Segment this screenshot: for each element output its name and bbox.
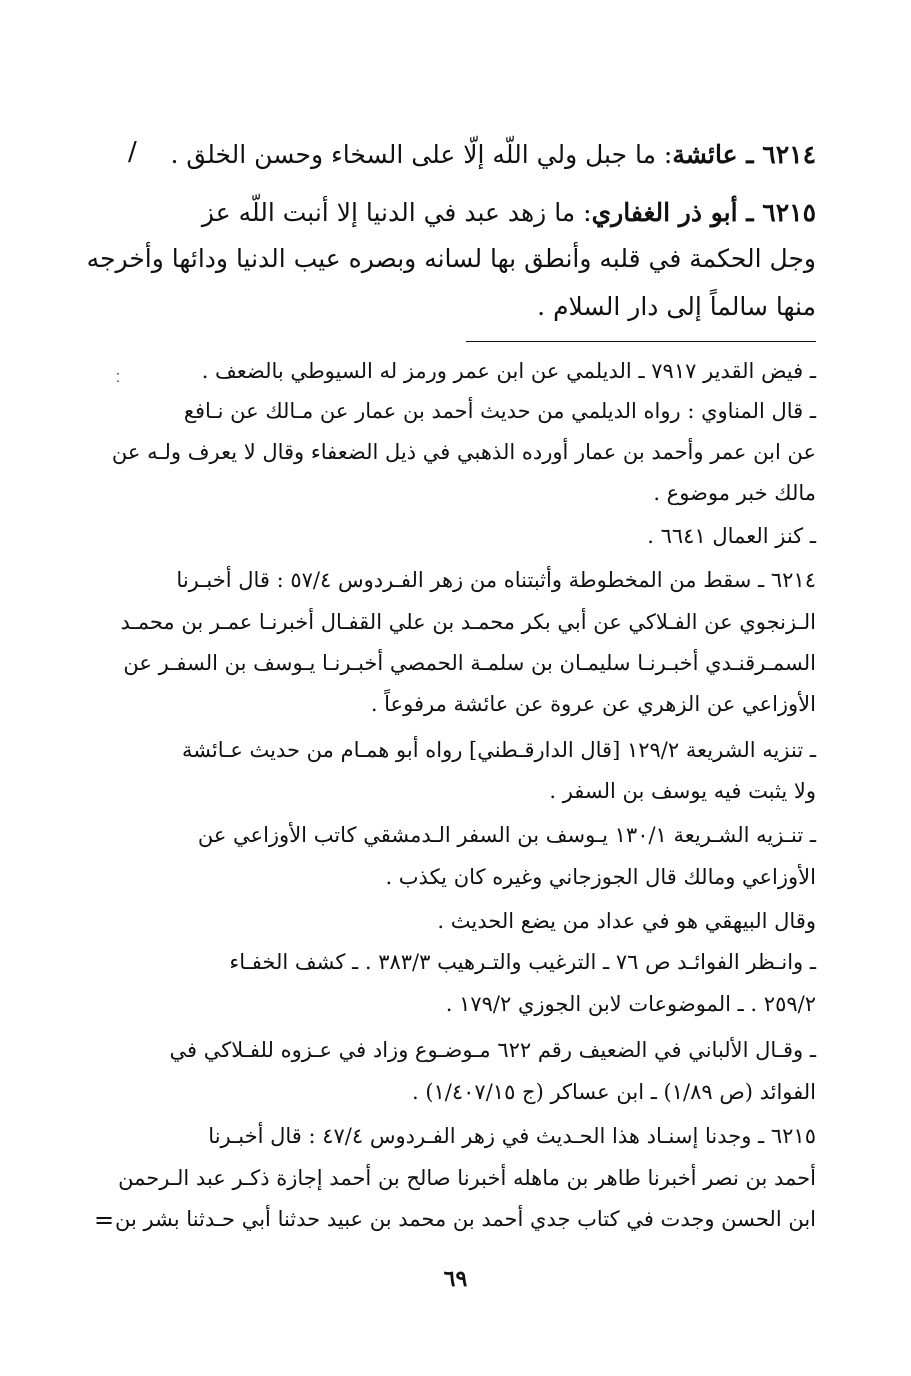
footnote-line-5: ـ كنز العمال ٦٦٤١ .	[647, 524, 816, 548]
footnote-line-8: السمـرقنـدي أخبـرنـا سليمـان بن سلمـة الحمصي أخبـرنـا يـوسف بن السفـر عن	[123, 651, 816, 675]
margin-dots-mark: ⁚	[116, 371, 120, 385]
footnote-line-16: ٢٥٩/٢ . ـ الموضوعات لابن الجوزي ١٧٩/٢ .	[445, 992, 816, 1016]
footnote-line-14: وقال البيهقي هو في عداد من يضع الحديث .	[437, 909, 816, 933]
footnote-line-9: الأوزاعي عن الزهري عن عروة عن عائشة مرفوعاً .	[370, 692, 816, 716]
footnote-line-18: الفوائد (ص ١/٨٩) ـ ابن عساكر (ج ١/٤٠٧/١٥) .	[411, 1080, 816, 1104]
footnote-line-15: ـ وانـظر الفوائـد ص ٧٦ ـ الترغيب والتـرهيب ٣٨٣/٣ . ـ كشف الخفـاء	[229, 950, 816, 974]
footnote-line-11: ولا يثبت فيه يوسف بن السفر .	[549, 779, 816, 803]
entry-number-6214: ٦٢١٤ ـ عائشة	[672, 140, 816, 169]
footnote-line-19: ٦٢١٥ ـ وجدنا إسنـاد هذا الحـديث في زهر الفـردوس ٤٧/٤ : قال أخبـرنا	[208, 1124, 816, 1148]
footnote-line-7: الـزنجوي عن الفـلاكي عن أبي بكر محمـد بن علي القفـال أخبرنـا عمـر بن محمـد	[120, 610, 816, 634]
entry-text-6214: : ما جبل ولي اللّه إلّا على السخاء وحسن الخلق .	[170, 140, 673, 169]
footnote-separator	[466, 341, 816, 342]
footnote-line-17: ـ وقـال الألباني في الضعيف رقم ٦٢٢ مـوضـوع وزاد في عـزوه للفـلاكي في	[169, 1038, 816, 1062]
footnote-line-3: عن ابن عمر وأحمد بن عمار أورده الذهبي في ذيل الضعفاء وقال لا يعرف ولـه عن	[111, 440, 816, 464]
entry-text-6215-part-1: : ما زهد عبد في الدنيا إلا أنبت اللّه عز	[201, 198, 592, 227]
hadith-entry-6214	[171, 142, 817, 167]
footnote-line-20: أحمد بن نصر أخبرنا طاهر بن ماهله أخبرنا صالح بن أحمد إجازة ذكـر عبد الـرحمن	[118, 1166, 816, 1190]
footnote-line-6: ٦٢١٤ ـ سقط من المخطوطة وأثبتناه من زهر الفـردوس ٥٧/٤ : قال أخبـرنا	[176, 568, 816, 592]
footnote-line-13: الأوزاعي ومالك قال الجوزجاني وغيره كان يكذب .	[385, 865, 816, 889]
footnote-line-1: ـ فيض القدير ٧٩١٧ ـ الديلمي عن ابن عمر ورمز له السيوطي بالضعف .	[201, 359, 816, 383]
hadith-entry-6215-line-1	[202, 200, 816, 225]
footnote-line-4: مالك خبر موضوع .	[653, 481, 816, 505]
footnote-line-12: ـ تنـزيه الشـريعة ١٣٠/١ يـوسف بن السفر الـدمشقي كاتب الأوزاعي عن	[197, 823, 816, 847]
margin-slash-mark: /	[128, 137, 137, 167]
hadith-entry-6215-line-2: وجل الحكمة في قلبه وأنطق بها لسانه وبصره عيب الدنيا ودائها وأخرجه	[86, 244, 816, 273]
entry-number-6215: ٦٢١٥ ـ أبو ذر الغفاري	[591, 198, 816, 227]
footnote-line-10: ـ تنزيه الشريعة ١٢٩/٢ [قال الدارقـطني] رواه أبو همـام من حديث عـائشة	[181, 738, 816, 762]
hadith-entry-6215-line-3: منها سالماً إلى دار السلام .	[537, 292, 816, 321]
footnote-line-2: ـ قال المناوي : رواه الديلمي من حديث أحمد بن عمار عن مـالك عن نـافع	[183, 399, 816, 423]
footnote-line-21: ابن الحسن وجدت في كتاب جدي أحمد بن محمد بن عبيد حدثنا أبي حـدثنا بشر بن	[114, 1207, 816, 1231]
page-number: ٦٩	[443, 1266, 468, 1292]
continuation-mark: =	[94, 1206, 115, 1234]
